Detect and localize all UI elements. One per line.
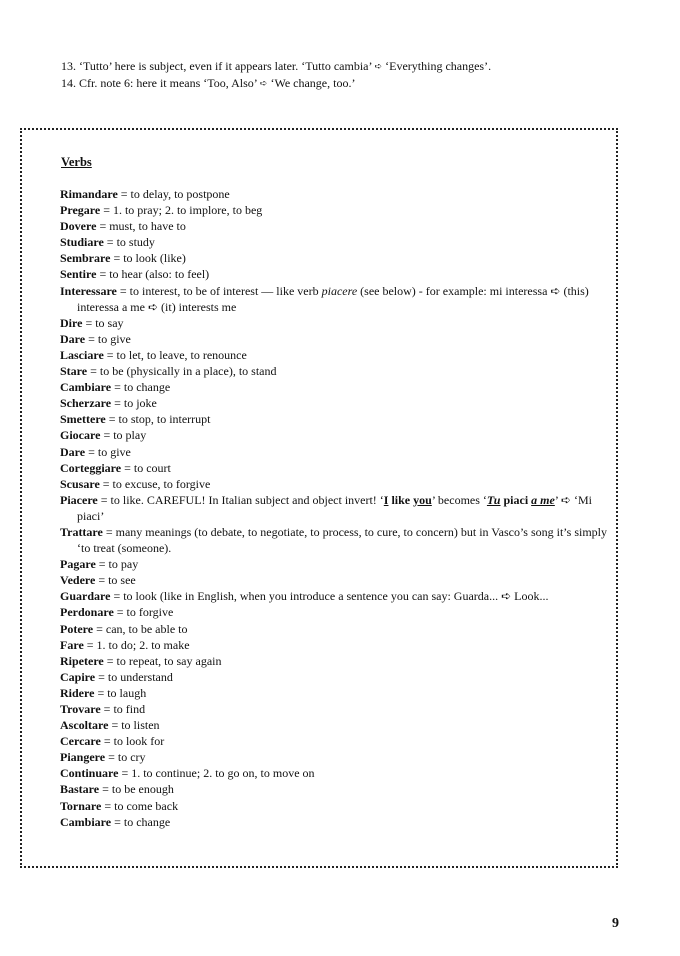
verb-term: Vedere <box>60 573 96 588</box>
verb-definition: = to change <box>111 814 171 829</box>
verb-term: Dovere <box>60 219 97 234</box>
list-item <box>60 621 612 637</box>
verb-term: Bastare <box>60 782 100 797</box>
list-item <box>60 283 612 315</box>
list-item <box>60 765 612 781</box>
verb-term: Pregare <box>60 203 101 218</box>
verb-definition: = to pay <box>95 557 139 572</box>
list-item <box>60 411 612 427</box>
list-item <box>60 186 612 202</box>
verb-term: Smettere <box>60 412 106 427</box>
example-tu: Tu <box>486 492 501 507</box>
verb-definition: = to play <box>100 428 147 443</box>
list-item <box>60 717 612 733</box>
example-i: I <box>383 492 389 507</box>
example-end: ’ ➪ ‘Mi piaci’ <box>77 492 592 523</box>
list-item <box>60 266 612 282</box>
verb-term: Sentire <box>60 267 97 282</box>
list-item <box>60 444 612 460</box>
verb-definition: = 1. to pray; 2. to implore, to beg <box>100 203 263 218</box>
page-number: 9 <box>612 916 619 931</box>
verb-definition: = to interest, to be of interest — like verb <box>116 283 322 298</box>
arrow-icon: ➪ <box>259 79 268 89</box>
verb-term: Stare <box>60 364 88 379</box>
verb-definition: = to hear (also: to feel) <box>96 267 210 282</box>
verb-definition: = to cry <box>105 750 146 765</box>
example-piaci: piaci <box>500 492 532 507</box>
verb-term: Scherzare <box>60 396 112 411</box>
verb-definition-cont: (see below) - for example: mi interessa ➪ (this) interessa a me ➪ (it) interests me <box>77 283 589 314</box>
list-item <box>60 524 612 556</box>
verb-term: Capire <box>60 669 96 684</box>
verb-term: Trovare <box>60 702 101 716</box>
list-item <box>60 363 612 379</box>
verb-definition: = to repeat, to say again <box>103 653 222 668</box>
list-item <box>60 331 612 347</box>
verb-definition: = to see <box>95 573 136 588</box>
verb-term: Tornare <box>60 798 102 813</box>
verb-definition: = to give <box>85 444 131 459</box>
verb-term: Potere <box>60 621 94 636</box>
verb-definition: = to find <box>100 702 146 716</box>
verb-term: Fare <box>60 637 84 652</box>
verb-definition: = to look (like) <box>110 251 186 266</box>
verb-term: Ridere <box>60 685 95 700</box>
footnote-text-end: ‘We change, too.’ <box>267 76 356 90</box>
footnote-number: 13. <box>61 59 76 73</box>
arrow-icon: ➪ <box>374 62 383 72</box>
verb-term: Cercare <box>60 734 101 749</box>
verb-term: Perdonare <box>60 605 114 620</box>
footnote-number: 14. <box>61 76 76 90</box>
footnote-text: ‘Tutto’ here is subject, even if it appears later. ‘Tutto cambia’ <box>79 59 375 73</box>
verb-definition: = to stop, to interrupt <box>105 412 211 427</box>
list-item <box>60 379 612 395</box>
example-like: like <box>388 492 414 507</box>
verb-list <box>60 186 612 830</box>
example-you: you <box>413 492 432 507</box>
verb-definition: = 1. to continue; 2. to go on, to move on <box>118 766 315 781</box>
list-item <box>60 250 612 266</box>
verb-term: Cambiare <box>60 380 112 395</box>
verb-term: Studiare <box>60 235 104 250</box>
verb-definition: = to change <box>111 380 171 395</box>
verb-term: Scusare <box>60 476 100 491</box>
verb-term: Rimandare <box>60 187 118 201</box>
verb-term: Cambiare <box>60 814 112 829</box>
verb-term: Continuare <box>60 766 119 781</box>
verb-term: Pagare <box>60 557 96 572</box>
list-item <box>60 556 612 572</box>
verb-term: Ripetere <box>60 653 104 668</box>
verb-term: Piangere <box>60 750 106 765</box>
list-item <box>60 685 612 701</box>
list-item <box>60 218 612 234</box>
footnote-14 <box>61 75 491 92</box>
verb-definition: = can, to be able to <box>93 621 188 636</box>
verb-term: Giocare <box>60 428 101 443</box>
verb-term: Corteggiare <box>60 460 122 475</box>
verb-term: Trattare <box>60 524 103 539</box>
list-item <box>60 460 612 476</box>
list-item <box>60 395 612 411</box>
verb-definition: = must, to have to <box>96 219 186 234</box>
list-item <box>60 588 612 604</box>
verb-term: Lasciare <box>60 347 104 362</box>
list-item <box>60 572 612 588</box>
verb-term: Interessare <box>60 283 117 298</box>
verb-definition: = to be enough <box>99 782 174 797</box>
footnotes <box>61 58 491 92</box>
verb-term: Dare <box>60 444 86 459</box>
list-item <box>60 814 612 830</box>
list-item <box>60 669 612 685</box>
verb-definition: = to look for <box>100 734 165 749</box>
verb-definition: = to joke <box>111 396 157 411</box>
verb-term: Guardare <box>60 589 111 604</box>
verb-definition: = to delay, to postpone <box>117 187 230 201</box>
list-item <box>60 427 612 443</box>
verb-definition: = to study <box>103 235 155 250</box>
verb-definition: = to look (like in English, when you introduce a sentence you can say: Guarda... ➪ Look... <box>110 589 549 604</box>
list-item <box>60 781 612 797</box>
list-item <box>60 733 612 749</box>
list-item <box>60 202 612 218</box>
verb-definition: = to come back <box>101 798 179 813</box>
list-item <box>60 347 612 363</box>
verb-definition: = 1. to do; 2. to make <box>83 637 190 652</box>
list-item <box>60 604 612 620</box>
verb-definition: = to say <box>82 315 124 330</box>
list-item <box>60 749 612 765</box>
example-becomes: ’ becomes ‘ <box>431 492 487 507</box>
verb-definition: = to let, to leave, to renounce <box>103 347 247 362</box>
verb-definition: = to forgive <box>113 605 174 620</box>
verb-definition: = to excuse, to forgive <box>99 476 211 491</box>
verb-term: Piacere <box>60 492 98 507</box>
list-item <box>60 315 612 331</box>
list-item <box>60 637 612 653</box>
footnote-13 <box>61 58 491 75</box>
verb-definition: = to like. CAREFUL! In Italian subject and object invert! ‘ <box>97 492 384 507</box>
verb-term: Sembrare <box>60 251 111 266</box>
verb-definition: = to court <box>121 460 171 475</box>
verb-definition: = many meanings (to debate, to negotiate, to process, to cure, to concern) but in Vasco’s song it’s simply ‘to treat (someone). <box>77 524 607 556</box>
footnote-text: Cfr. note 6: here it means ‘Too, Also’ <box>79 76 260 90</box>
list-item <box>60 653 612 669</box>
verb-definition: = to listen <box>108 718 160 733</box>
verb-term: Dire <box>60 315 83 330</box>
section-title: Verbs <box>61 155 92 169</box>
verb-reference: piacere <box>321 283 358 298</box>
verb-definition: = to understand <box>95 669 173 684</box>
list-item <box>60 476 612 492</box>
verb-definition: = to give <box>85 331 131 346</box>
verb-definition: = to laugh <box>94 685 147 700</box>
verb-term: Dare <box>60 331 86 346</box>
list-item <box>60 798 612 814</box>
footnote-text-end: ‘Everything changes’. <box>382 59 492 73</box>
verb-definition: = to be (physically in a place), to stand <box>87 364 277 379</box>
example-ame: a me <box>531 492 555 507</box>
list-item <box>60 234 612 250</box>
verb-term: Ascoltare <box>60 718 109 733</box>
list-item <box>60 492 612 524</box>
list-item <box>60 701 612 717</box>
